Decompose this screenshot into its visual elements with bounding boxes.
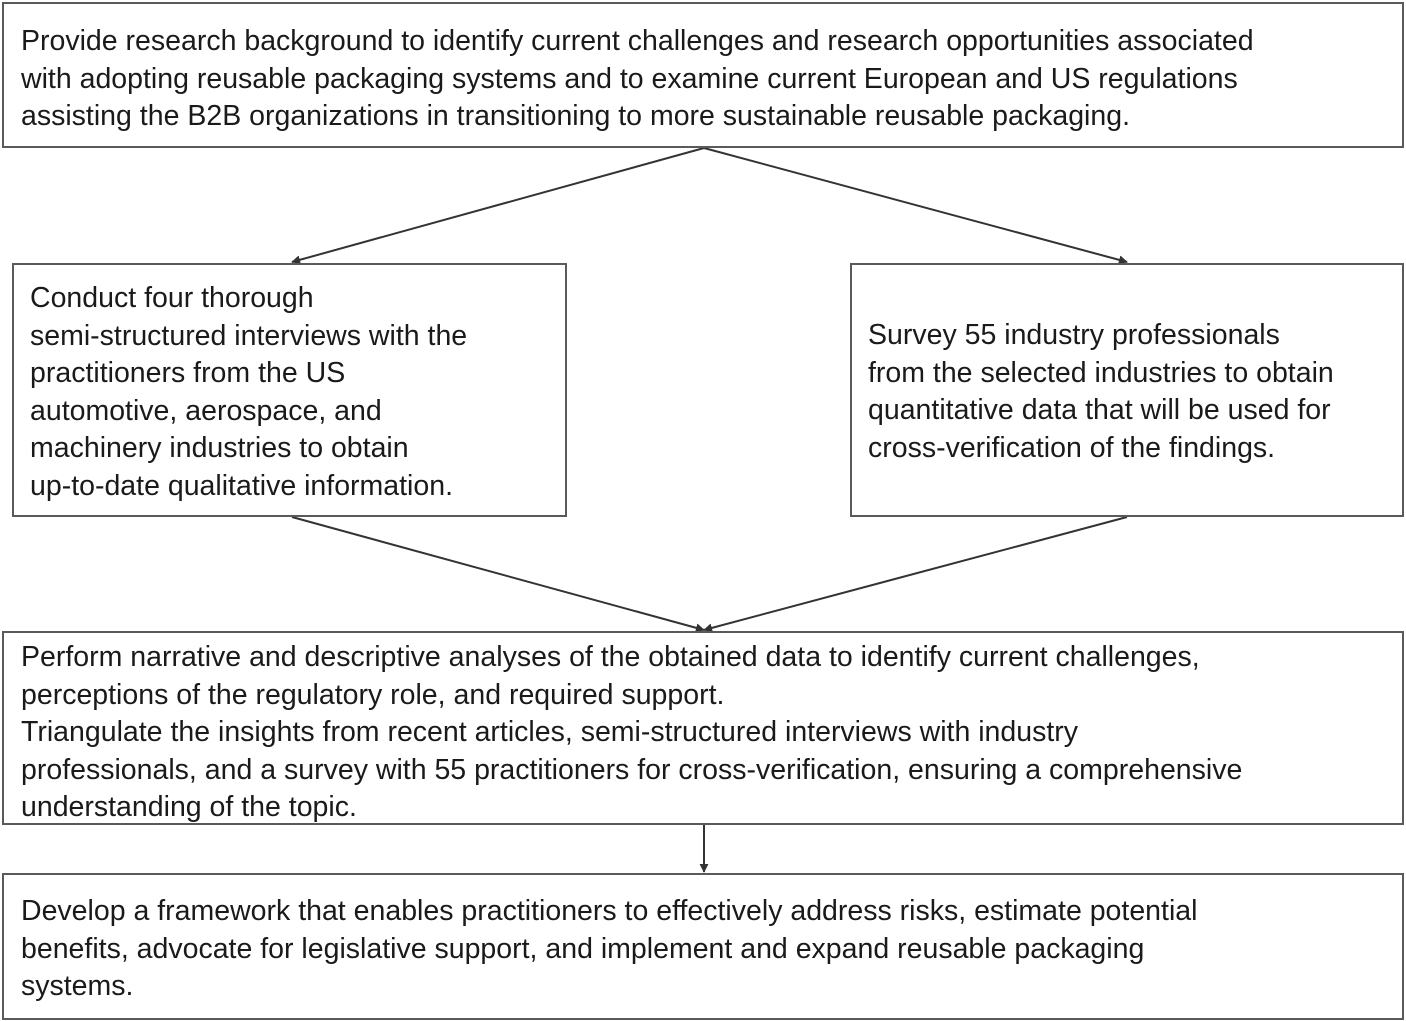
interviews-box: Conduct four thorough semi-structured interviews with the practitioners from the US automotive, aerospace, and machinery industries to obtain up-to-date qualitative information. — [12, 263, 567, 517]
arrow-background-to-interviews — [292, 148, 704, 262]
arrow-background-to-survey — [704, 148, 1127, 262]
arrow-survey-to-analysis — [704, 517, 1127, 630]
framework-box: Develop a framework that enables practitioners to effectively address risks, estimate potential benefits, advocate for legislative support, and implement and expand reusable packaging systems. — [2, 873, 1404, 1020]
analysis-box: Perform narrative and descriptive analyses of the obtained data to identify current challenges, perceptions of the regulatory role, and required support. Triangulate the insights from recent articles, semi-structured interviews with industry professionals, and a survey with 55 practitioners for cross-verification, ensuring a comprehensive understanding of the topic. — [2, 631, 1404, 825]
research-background-box: Provide research background to identify current challenges and research opportunities associated with adopting reusable packaging systems and to examine current European and US regulations assisting the B2B organizations in transitioning to more sustainable reusable packaging. — [2, 2, 1404, 148]
survey-box: Survey 55 industry professionals from the selected industries to obtain quantitative data that will be used for cross-verification of the findings. — [850, 263, 1404, 517]
arrow-interviews-to-analysis — [292, 517, 704, 630]
